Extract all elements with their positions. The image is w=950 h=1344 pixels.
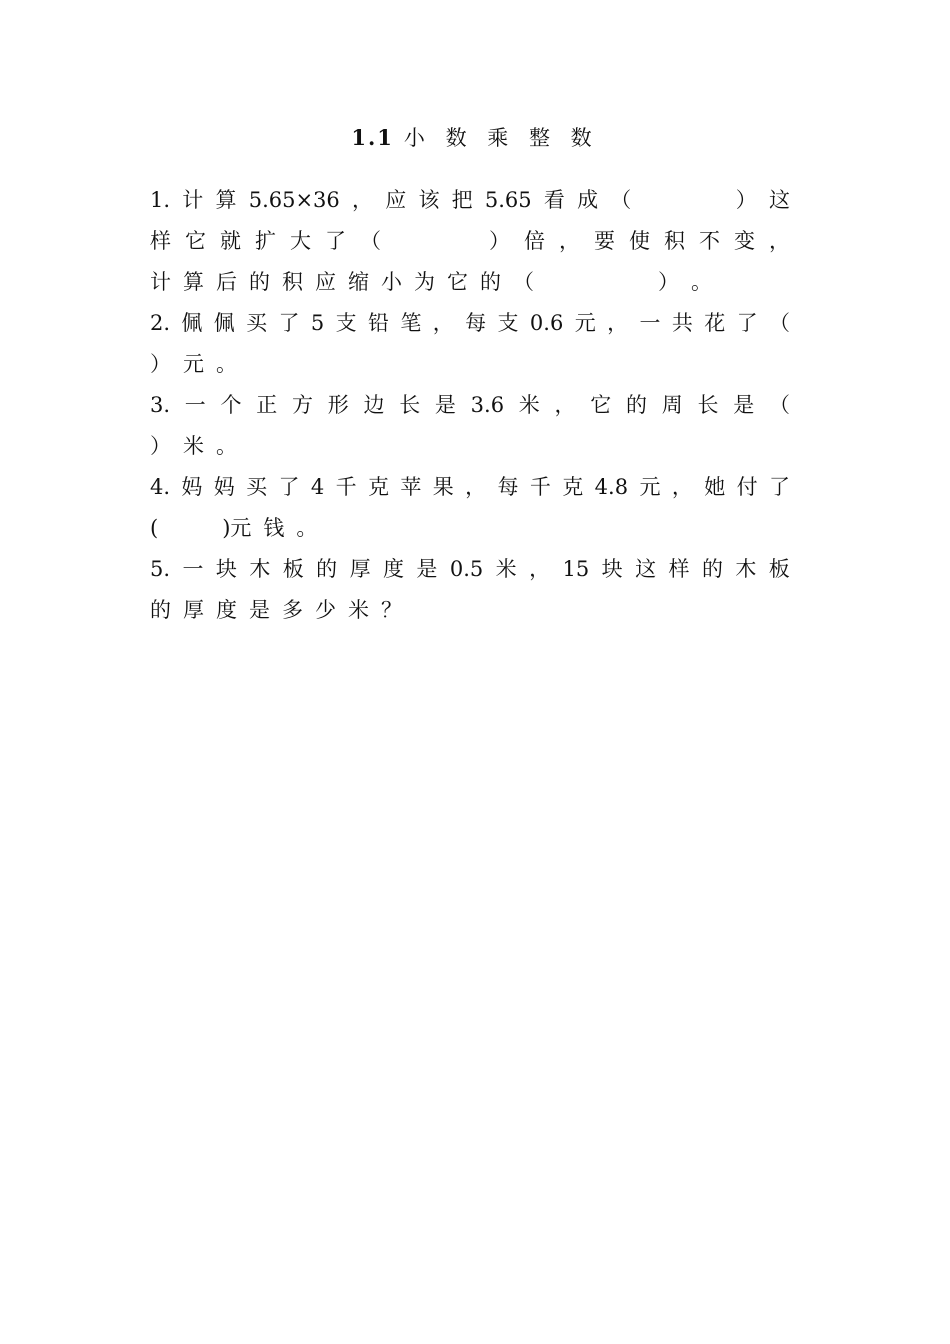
question-text: 成 xyxy=(577,188,599,212)
questions-list xyxy=(150,180,790,631)
question-text: 共 xyxy=(671,311,693,335)
question-text: （ xyxy=(768,311,790,335)
question-text: 方 xyxy=(291,393,313,417)
question-text: 元 xyxy=(183,352,204,376)
question-text: 15 xyxy=(562,557,590,581)
question-text: 积 xyxy=(664,229,685,253)
question-text: 每 xyxy=(465,311,487,335)
question-text: 使 xyxy=(629,229,650,253)
question-text: 小 xyxy=(381,270,402,294)
question-2 xyxy=(150,303,790,385)
question-text: 了 xyxy=(736,311,758,335)
question-text: 1. xyxy=(150,188,171,212)
question-text: 元 xyxy=(639,475,661,499)
question-text: 千 xyxy=(529,475,551,499)
question-5 xyxy=(150,549,790,631)
question-text: 支 xyxy=(497,311,519,335)
question-text: 5.65×36 xyxy=(248,188,340,212)
question-text: 0.6 xyxy=(529,311,564,335)
question-text: 5 xyxy=(310,311,325,335)
question-text: 每 xyxy=(497,475,519,499)
question-text: ） xyxy=(150,434,171,458)
question-line xyxy=(150,467,790,508)
question-text: 花 xyxy=(704,311,726,335)
question-text: 果 xyxy=(432,475,454,499)
question-text: 米 xyxy=(495,557,517,581)
question-text: 算 xyxy=(215,188,237,212)
question-text: 正 xyxy=(256,393,278,417)
question-text: 积 xyxy=(282,270,303,294)
question-text: ， xyxy=(352,188,373,212)
question-text: 个 xyxy=(220,393,242,417)
question-text: 木 xyxy=(249,557,271,581)
question-text: 样 xyxy=(150,229,171,253)
question-text: 是 xyxy=(733,393,755,417)
question-text: 支 xyxy=(335,311,357,335)
question-text: )元 xyxy=(222,516,252,540)
question-text: 是 xyxy=(434,393,456,417)
title-text: 小 数 乘 整 数 xyxy=(403,126,599,150)
question-text: 她 xyxy=(704,475,726,499)
question-text: 样 xyxy=(668,557,690,581)
question-text: 的 xyxy=(626,393,647,417)
question-line xyxy=(150,385,790,426)
question-text: 了 xyxy=(325,229,346,253)
question-text: ， xyxy=(607,311,629,335)
question-text: 该 xyxy=(418,188,440,212)
question-line xyxy=(150,180,790,221)
question-text: 。 xyxy=(296,516,318,540)
question-text: 就 xyxy=(220,229,241,253)
question-text: （ xyxy=(360,229,381,253)
question-text: 长 xyxy=(399,393,421,417)
question-text: ） xyxy=(735,188,757,212)
question-text: 这 xyxy=(768,188,790,212)
question-text: 大 xyxy=(290,229,311,253)
question-text: ， xyxy=(671,475,693,499)
question-text: 形 xyxy=(327,393,349,417)
question-text: （ xyxy=(768,393,790,417)
question-text: 是 xyxy=(249,598,270,622)
question-text: 计 xyxy=(182,188,204,212)
question-text: 的 xyxy=(249,270,270,294)
question-text: 铅 xyxy=(368,311,390,335)
question-text: ？ xyxy=(381,598,402,622)
question-text: 买 xyxy=(246,311,268,335)
question-text: 的 xyxy=(701,557,723,581)
question-text: ， xyxy=(529,557,551,581)
question-text: 一 xyxy=(639,311,661,335)
question-text: 木 xyxy=(735,557,757,581)
question-text: 3. xyxy=(150,393,171,417)
question-line xyxy=(150,426,790,467)
question-text: 不 xyxy=(699,229,720,253)
question-text: （ xyxy=(513,270,534,294)
question-text: 克 xyxy=(368,475,390,499)
question-text: 妈 xyxy=(213,475,235,499)
question-text: 一 xyxy=(184,393,206,417)
question-text: 边 xyxy=(363,393,385,417)
question-text: 的 xyxy=(480,270,501,294)
question-text: 长 xyxy=(697,393,719,417)
question-text: 少 xyxy=(315,598,336,622)
question-line xyxy=(150,344,790,385)
question-text: 4.8 xyxy=(594,475,629,499)
title-number: 1.1 xyxy=(351,125,394,150)
question-text: 块 xyxy=(601,557,623,581)
question-text: 一 xyxy=(182,557,204,581)
question-text: 周 xyxy=(661,393,683,417)
question-text: 2. xyxy=(150,311,171,335)
question-text: 缩 xyxy=(348,270,369,294)
question-text: 板 xyxy=(282,557,304,581)
question-text: 扩 xyxy=(255,229,276,253)
question-3 xyxy=(150,385,790,467)
question-text: 0.5 xyxy=(449,557,484,581)
page-title xyxy=(0,122,950,152)
question-line xyxy=(150,549,790,590)
question-text: 5.65 xyxy=(484,188,532,212)
question-line xyxy=(150,262,790,303)
question-text: 4. xyxy=(150,475,171,499)
question-text: 把 xyxy=(451,188,473,212)
question-text: 了 xyxy=(768,475,790,499)
question-text: 买 xyxy=(246,475,268,499)
question-text: ， xyxy=(432,311,454,335)
question-text: 付 xyxy=(736,475,758,499)
question-text: ） xyxy=(150,352,171,376)
question-text: 了 xyxy=(278,311,300,335)
question-text: （ xyxy=(610,188,632,212)
question-text: 应 xyxy=(315,270,336,294)
question-text: 了 xyxy=(278,475,300,499)
question-line xyxy=(150,303,790,344)
question-text: 度 xyxy=(383,557,404,581)
question-text: 这 xyxy=(635,557,657,581)
question-text: 米 xyxy=(348,598,369,622)
question-text: 3.6 xyxy=(470,393,505,417)
question-text: ， xyxy=(554,393,576,417)
question-text: 。 xyxy=(216,434,237,458)
question-text: 板 xyxy=(768,557,790,581)
question-text: 块 xyxy=(215,557,237,581)
question-text: 。 xyxy=(691,270,712,294)
question-text: 苹 xyxy=(400,475,422,499)
question-text: 它 xyxy=(185,229,206,253)
question-text: 后 xyxy=(216,270,237,294)
question-text: 看 xyxy=(543,188,565,212)
question-text: 它 xyxy=(447,270,468,294)
question-text: 。 xyxy=(216,352,237,376)
question-text: 米 xyxy=(518,393,540,417)
question-text: 5. xyxy=(150,557,171,581)
question-text: 的 xyxy=(316,557,338,581)
question-line xyxy=(150,221,790,262)
question-text: 度 xyxy=(216,598,237,622)
question-text: 的 xyxy=(150,598,171,622)
question-text: ） xyxy=(489,229,510,253)
question-text: ， xyxy=(465,475,487,499)
question-text: 应 xyxy=(385,188,407,212)
question-text: 厚 xyxy=(183,598,204,622)
question-text: 笔 xyxy=(400,311,422,335)
question-text: 算 xyxy=(183,270,204,294)
question-text: 多 xyxy=(282,598,303,622)
question-text: 4 xyxy=(310,475,325,499)
question-text: 厚 xyxy=(349,557,371,581)
question-text: ） xyxy=(658,270,679,294)
question-text: 米 xyxy=(183,434,204,458)
question-text: 为 xyxy=(414,270,435,294)
question-text: 佩 xyxy=(181,311,203,335)
question-text: 千 xyxy=(335,475,357,499)
question-text: 佩 xyxy=(213,311,235,335)
question-text: ( xyxy=(150,516,159,540)
question-1 xyxy=(150,180,790,303)
question-text: 元 xyxy=(574,311,596,335)
question-text: 倍 xyxy=(524,229,545,253)
question-4 xyxy=(150,467,790,549)
question-text: 是 xyxy=(416,557,438,581)
question-line xyxy=(150,590,790,631)
question-text: 要 xyxy=(594,229,615,253)
question-text: ， xyxy=(769,229,790,253)
question-line xyxy=(150,508,790,549)
question-text: 克 xyxy=(562,475,584,499)
question-text: 妈 xyxy=(181,475,203,499)
question-text: 计 xyxy=(150,270,171,294)
question-text: 钱 xyxy=(263,516,285,540)
question-text: 它 xyxy=(590,393,612,417)
question-text: 变 xyxy=(734,229,755,253)
question-text: ， xyxy=(559,229,580,253)
